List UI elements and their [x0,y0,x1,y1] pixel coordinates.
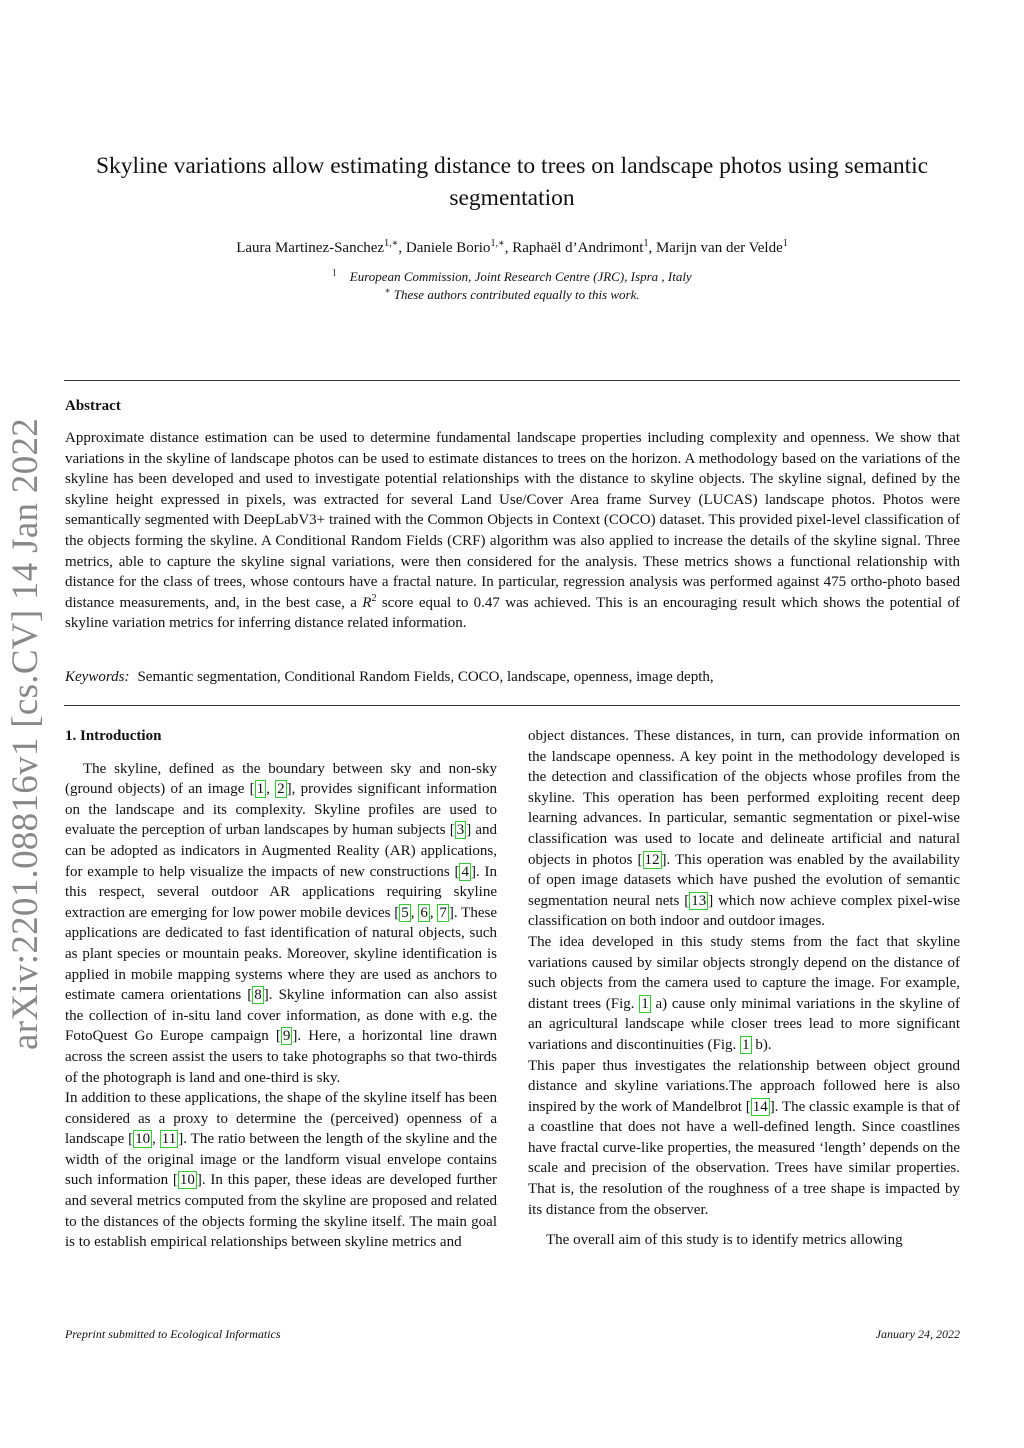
intro-paragraph-6: The overall aim of this study is to identify metrics allowing [546,1232,903,1249]
equal-contribution-note [60,286,964,304]
citation-link[interactable]: 2 [277,781,285,798]
citation-link[interactable]: 12 [644,851,660,868]
author-name: Daniele Borio [405,240,491,256]
author-name: Marijn van der Velde [655,240,783,256]
top-divider [64,380,960,381]
author-mark: 1 [782,238,788,249]
arxiv-stamp-text: arXiv:2201.08816v1 [cs.CV] 14 Jan 2022 [5,417,46,1050]
affiliation-mark: 1 [332,267,337,278]
citation-link[interactable]: 11 [161,1131,177,1148]
author-mark: 1,∗ [490,238,505,249]
equal-note-mark: ∗ [384,285,391,296]
citation-link[interactable]: 7 [439,904,447,921]
affiliation [60,268,964,286]
citation-link[interactable]: 6 [420,904,428,921]
citation-link[interactable]: 9 [282,1028,291,1045]
intro-paragraph-5: This paper thus investigates the relationship between object ground distance and skyline variations.The approach followed here is also inspired by the work of Mandelbrot [ 14 ]. The classic example is that of a coastline that does not have a well-defined length. Since coastlines have fractal curve-like properties, the measured ‘length’ depends on the scale and precision of the observation. Trees have similar properties. That is, the resolution of the roughness of a tree shape is impacted by its distance from the observer. [528,1057,960,1218]
author-list: Laura Martinez-Sanchez$^{1,∗}$, Daniele Borio$^{1,∗}$, Raphaël d’Andrimont$^1$, Marijn van der Velde$^1$ [236,238,788,256]
citation-link[interactable]: 13 [691,892,707,909]
citation-link[interactable]: 3 [456,822,465,839]
keywords-label: Keywords: [65,669,130,685]
affiliation-block [60,268,964,304]
intro-paragraph-2: In addition to these applications, the shape of the skyline itself has been considered as a proxy to determine the (perceived) openness of a landscape [ 10 , 11 ]. The ratio between the length of the skyline and the width of the original image or the landform visual envelope contains such information [ 10 ]. In this paper, these ideas are developed further and several metrics computed from the skyline are proposed and related to the distances of the objects forming the skyline itself. The main goal is to establish empirical relationships between skyline metrics and [65,1090,497,1251]
author-mark: 1 [643,238,649,249]
figure-link[interactable]: 1 [742,1036,750,1053]
citation-link[interactable]: 1 [256,781,265,798]
intro-paragraph-1: The skyline, defined as the boundary between sky and non-sky (ground objects) of an image [ 1 , 2 ], provides significant information on the landscape and its complexity. Skyline profiles are used to evaluate the perception of urban landscapes by human subjects [ 3 ] and can be adopted as indicators in Augmented Reality (AR) applications, for example to help visualize the impacts of new constructions [ 4 ]. In this respect, several outdoor AR applications requiring skyline extraction are emerging for low power mobile devices [ 5 , 6 , 7 ]. These applications are dedicated to fast identification of natural objects, such as plant species or mountain peaks. Moreover, skyline identification is applied in mobile mapping systems where they are used as anchors to estimate camera orientations [ 8 ]. Skyline information can also assist the collection of in-situ land cover information, as done with e.g. the FotoQuest Go Europe campaign [ 9 ]. Here, a horizontal line drawn across the screen assist the users to take photographs so that two-thirds of the photograph is land and one-third is sky. [65,760,498,1086]
bottom-divider [64,705,960,706]
intro-paragraph-3: object distances. These distances, in turn, can provide information on the landscape openness. A key point in the methodology developed is the detection and classification of the objects whose profiles from the skyline. This operation has been performed exploiting recent deep learning advances. In particular, semantic segmentation or pixel-wise classification was used to locate and delineate artificial and natural objects in photos [ 12 ]. This operation was enabled by the availability of open image datasets which have pushed the evolution of semantic segmentation neural nets [ 13 ] which now achieve complex pixel-wise classification on both indoor and outdoor images. [528,728,961,930]
keywords [65,667,960,687]
citation-link[interactable]: 8 [254,987,262,1004]
citation-link[interactable]: 10 [135,1131,151,1148]
equal-note-text: These authors contributed equally to this work. [393,287,640,302]
right-column [528,726,960,1251]
section-heading-introduction: 1. Introduction [65,728,162,744]
author-mark: 1,∗ [384,238,399,249]
left-column [65,726,497,1253]
author-name: Raphaël d’Andrimont [512,240,644,256]
abstract-text-2: score equal to 0.47 was achieved. This is an encouraging result which shows the potential of skyline variation metrics for inferring distance related information. [65,594,960,632]
affiliation-text: European Commission, Joint Research Centre (JRC), Ispra , Italy [349,269,692,284]
figure-link[interactable]: 1 [641,995,649,1012]
footer-journal: Preprint submitted to Ecological Informatics [65,1327,281,1341]
keywords-text: Semantic segmentation, Conditional Random Fields, COCO, landscape, openness, image depth, [137,669,714,685]
abstract-body [65,428,960,634]
citation-link[interactable]: 14 [752,1098,768,1115]
intro-paragraph-4: The idea developed in this study stems from the fact that skyline variations caused by similar objects strongly depend on the distance of such objects from the camera used to capture the image. For example, distant trees (Fig. 1 a) cause only minimal variations in the skyline of an agricultural landscape while closer trees lead to more significant variations and discontinuities (Fig. 1 b). [528,933,960,1053]
footer-date: January 24, 2022 [875,1327,960,1341]
citation-link[interactable]: 5 [401,904,409,921]
paper-title: Skyline variations allow estimating distance to trees on landscape photos using semantic segmentation [95,153,929,211]
r-squared-exponent: 2 [371,592,377,604]
citation-link[interactable]: 4 [461,863,469,880]
r-squared-symbol: R [362,594,372,611]
author-name: Laura Martinez-Sanchez [236,240,385,256]
citation-link[interactable]: 10 [179,1172,195,1189]
abstract-heading: Abstract [65,398,121,414]
abstract-text-1: Approximate distance estimation can be used to determine fundamental landscape properties including complexity and openness. We show that variations in the skyline of landscape photos can be used to estimate distances to trees on the horizon. A methodology based on the variations of the skyline has been developed and used to investigate potential relationships with the distance to skyline objects. The skyline signal, defined by the skyline height expressed in pixels, was extracted for several Land Use/Cover Area frame Survey (LUCAS) landscape photos. Photos were semantically segmented with DeepLabV3+ trained with the Common Objects in Context (COCO) dataset. This provided pixel-level classification of the objects forming the skyline. A Conditional Random Fields (CRF) algorithm was also applied to increase the details of the skyline signal. Three metrics, able to capture the skyline signal variations, were then considered for the analysis. These metrics shows a functional relationship with distance for the class of trees, whose contours have a fractal nature. In particular, regression analysis was performed against 475 ortho-photo based distance measurements, and, in the best case, a [65,430,960,611]
